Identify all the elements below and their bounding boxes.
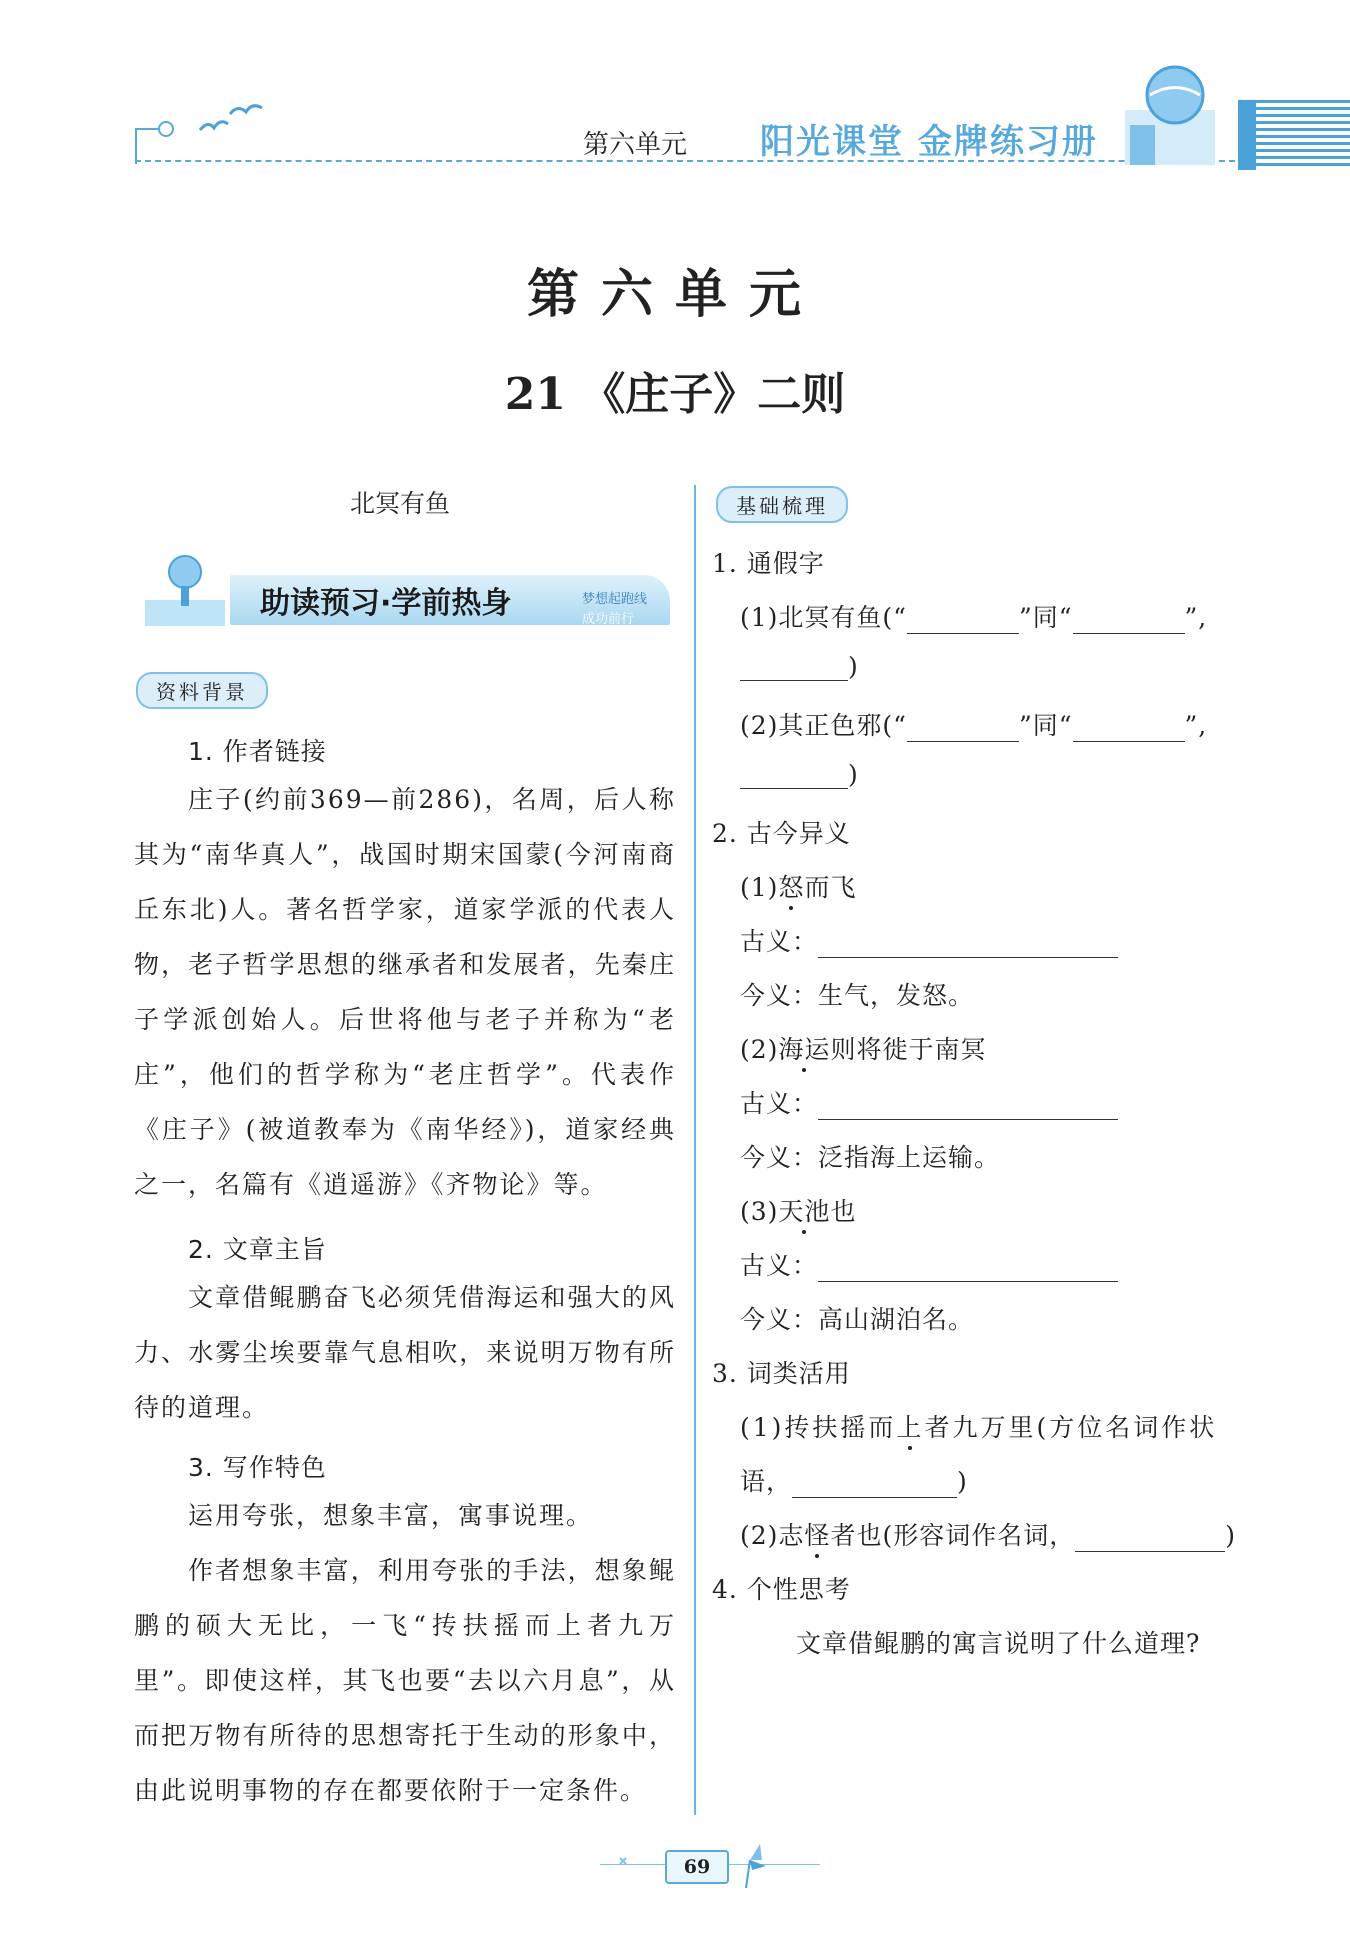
item-1-2-cont (740, 760, 859, 789)
label-gu: 古义： (740, 1089, 819, 1118)
answer-blank[interactable] (740, 762, 848, 789)
answer-blank[interactable] (818, 1255, 1118, 1282)
question-tongjiazi: 1. 通假字 (712, 549, 825, 578)
item-text: (3) (740, 1197, 779, 1226)
fountain-icon (140, 540, 230, 630)
paragraph-author: 庄子(约前369—前286)，名周，后人称其为“南华真人”，战国时期宋国蒙(今河南商丘东北)人。著名哲学家，道家学派的代表人物，老子哲学思想的继承者和发展者，先秦庄子学派创始人。后世将他与老子并称为“老庄”，他们的哲学称为“老庄哲学”。代表作《庄子》(被道教奉为《南华经》)，道家经典之一，名篇有《逍遥游》《齐物论》等。 (134, 785, 676, 1199)
paragraph-style-detail: 作者想象丰富，利用夸张的手法，想象鲲鹏的硕大无比，一飞“抟扶摇而上者九万里”。即使这样，其飞也要“去以六月息”，从而把万物有所待的思想寄托于生动的形象中，由此说明事物的存在都要依附于一定条件。 (134, 1556, 676, 1805)
answer-blank[interactable] (792, 1471, 957, 1498)
header-unit-label: 第六单元 (583, 130, 688, 160)
emphasis-word: 海运 (778, 1035, 831, 1064)
item-text: ”同“ (1018, 603, 1073, 632)
item-text: ) (957, 1467, 968, 1496)
item-text: 也 (830, 1197, 857, 1226)
item-2-1-jin: 今义：生气，发怒。 (740, 981, 975, 1010)
item-2-3 (740, 1192, 856, 1228)
item-3-1 (740, 1408, 1217, 1444)
item-3-2 (740, 1516, 1236, 1552)
item-text: ) (848, 760, 859, 789)
item-2-3-gu (740, 1246, 1118, 1282)
item-1-2 (740, 706, 1207, 742)
item-2-1 (740, 868, 856, 904)
item-text: 者也(形容词作名词， (830, 1521, 1076, 1550)
question-cilei: 3. 词类活用 (712, 1359, 851, 1388)
emphasis-word: 上 (896, 1413, 925, 1442)
text-subtitle: 北冥有鱼 (350, 489, 451, 518)
section-pill-background: 资料背景 (136, 672, 268, 709)
item-2-3-jin: 今义：高山湖泊名。 (740, 1305, 975, 1334)
answer-blank[interactable] (740, 654, 848, 681)
globe-icon (1105, 50, 1235, 170)
item-text: ) (848, 652, 859, 681)
item-text: (2)其正色邪(“ (740, 711, 907, 740)
label-gu: 古义： (740, 927, 819, 956)
answer-blank[interactable] (1075, 1525, 1225, 1552)
item-text: ”, (1184, 603, 1208, 632)
answer-blank[interactable] (1073, 715, 1185, 742)
item-2-1-gu (740, 922, 1118, 958)
question-thinking: 4. 个性思考 (712, 1575, 851, 1604)
column-divider (694, 485, 696, 1815)
answer-blank[interactable] (907, 715, 1019, 742)
unit-title: 第六单元 (526, 265, 823, 325)
heading-theme: 2. 文章主旨 (188, 1235, 327, 1264)
item-text: (2) (740, 1035, 779, 1064)
lesson-title: 21 《庄子》二则 (504, 369, 846, 420)
item-2-2-gu (740, 1084, 1118, 1120)
item-text: (1) (740, 873, 779, 902)
banner-tag-bottom: 成功前行 (582, 612, 635, 627)
item-1-1 (740, 598, 1207, 634)
item-text: 则将徙于南冥 (830, 1035, 987, 1064)
label-gu: 古义： (740, 1251, 819, 1280)
answer-blank[interactable] (907, 607, 1019, 634)
item-text: 而飞 (804, 873, 857, 902)
item-2-2 (740, 1030, 986, 1066)
answer-blank[interactable] (818, 1093, 1118, 1120)
item-text: 语， (740, 1467, 793, 1496)
item-text: ”同“ (1018, 711, 1073, 740)
emphasis-word: 怪 (804, 1521, 831, 1550)
item-text: (2)志 (740, 1521, 805, 1550)
item-text: ) (1225, 1521, 1236, 1550)
header-brand: 阳光课堂 金牌练习册 (760, 122, 1098, 162)
banner-title: 助读预习·学前热身 (260, 586, 512, 621)
paragraph-theme: 文章借鲲鹏奋飞必须凭借海运和强大的风力、水雾尘埃要靠气息相吹，来说明万物有所待的道理。 (134, 1283, 676, 1422)
answer-blank[interactable] (818, 931, 1118, 958)
item-text: (1)抟扶摇而 (740, 1413, 897, 1442)
item-3-1-cont (740, 1462, 968, 1498)
paragraph-style-summary: 运用夸张，想象丰富，寓事说理。 (188, 1501, 594, 1530)
item-2-2-jin: 今义：泛指海上运输。 (740, 1143, 1001, 1172)
page-number: 69 (665, 1850, 729, 1884)
section-pill-basics: 基础梳理 (716, 486, 848, 523)
item-text: 者九万里(方位名词作状 (924, 1413, 1218, 1442)
question-gujin: 2. 古今异义 (712, 819, 851, 848)
heading-author: 1. 作者链接 (188, 737, 327, 766)
item-1-1-cont (740, 652, 859, 681)
banner-tag-top: 梦想起跑线 (582, 592, 648, 607)
item-text: (1)北冥有鱼(“ (740, 603, 907, 632)
birds-icon (190, 100, 270, 140)
emphasis-word: 天池 (778, 1197, 831, 1226)
header-stripes-bar (1238, 100, 1256, 170)
heading-style: 3. 写作特色 (188, 1453, 327, 1482)
thinking-prompt: 文章借鲲鹏的寓言说明了什么道理? (796, 1629, 1201, 1658)
answer-blank[interactable] (1073, 607, 1185, 634)
item-text: ”, (1184, 711, 1208, 740)
header-dot-ornament (158, 121, 174, 137)
emphasis-word: 怒 (778, 873, 805, 902)
